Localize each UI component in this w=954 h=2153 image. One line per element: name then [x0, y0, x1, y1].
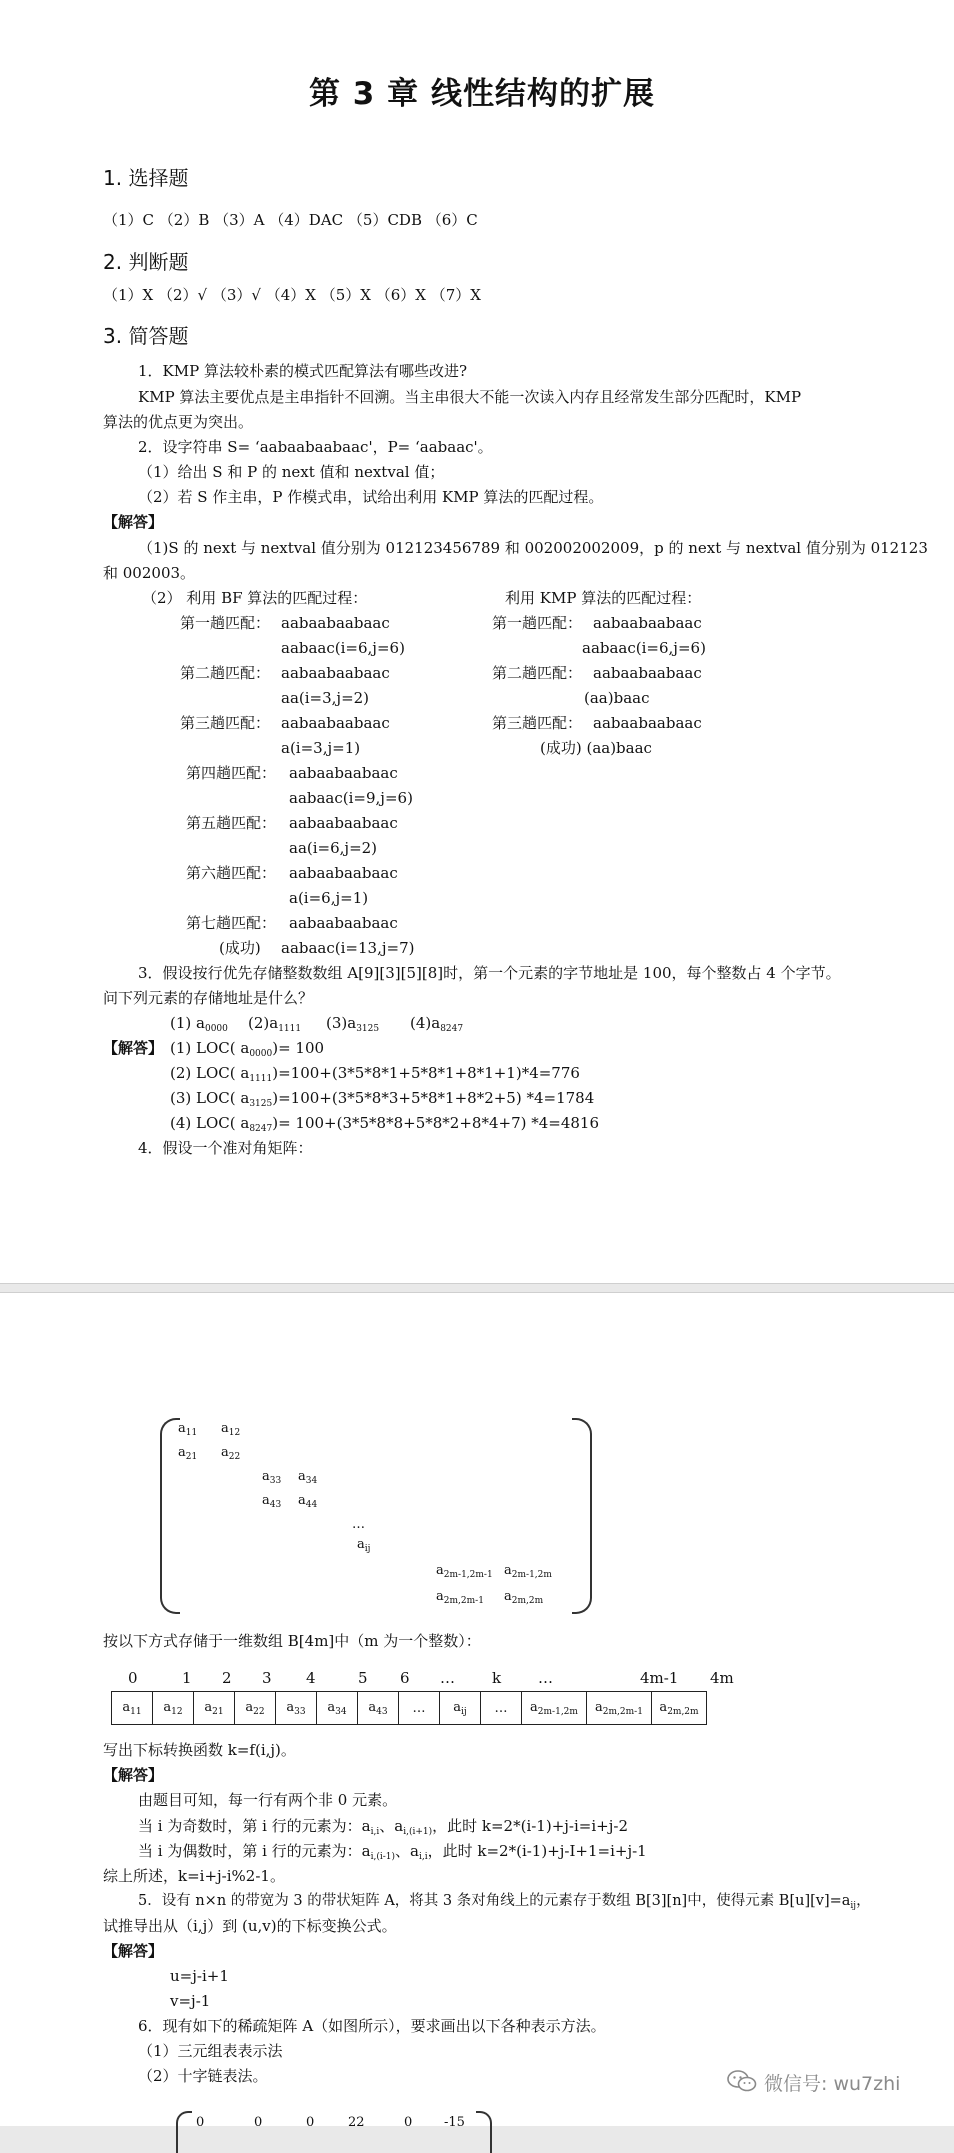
- bf-pass-2-main: aabaabaabaac: [281, 664, 390, 682]
- bf-pass-2-label: 第二趟匹配：: [180, 664, 271, 682]
- sparse-matrix-cell: 0: [404, 2115, 413, 2130]
- matrix-entry: $a_{ij}$: [357, 1537, 371, 1554]
- wechat-watermark: 微信号: wu7zhi: [764, 2073, 901, 2095]
- q6-question: 6．现有如下的稀疏矩阵 A（如图所示），要求画出以下各种表示方法。: [138, 2017, 606, 2035]
- q1-question: 1．KMP 算法较朴素的模式匹配算法有哪些改进?: [138, 362, 468, 380]
- bf-pass-5-main: aabaabaabaac: [289, 814, 398, 832]
- q2-answer-label: 【解答】: [103, 513, 164, 531]
- bf-pass-7-main: aabaabaabaac: [289, 914, 398, 932]
- choice-answers: （1）C （2）B （3）A （4）DAC （5）CDB （6）C: [103, 211, 478, 229]
- q3-answer-label: 【解答】: [103, 1039, 164, 1057]
- array-index: …: [440, 1669, 455, 1687]
- kmp-title: 利用 KMP 算法的匹配过程：: [505, 589, 702, 607]
- kmp-pass-3-main: aabaabaabaac: [593, 714, 702, 732]
- q3-question-line2: 问下列元素的存储地址是什么？: [103, 989, 314, 1007]
- bf-pass-3-main: aabaabaabaac: [281, 714, 390, 732]
- q1-answer-line1: KMP 算法主要优点是主串指针不回溯。当主串很大不能一次读入内存且经常发生部分匹配时，KMP: [138, 388, 802, 406]
- q3-answer-1: (1) LOC( $a_{0000})= 100$: [170, 1039, 325, 1059]
- sparse-matrix-left-bracket: [176, 2111, 192, 2153]
- bf-pass-4-pattern: aabaac(i=9,j=6): [289, 789, 413, 807]
- array-cell: …: [399, 1692, 440, 1725]
- bf-pass-7-pattern: aabaac(i=13,j=7): [281, 939, 415, 957]
- array-cell: $a_{43}$: [358, 1692, 399, 1725]
- kmp-pass-3-pattern: (成功) (aa)baac: [540, 739, 652, 757]
- sparse-matrix-cell: 0: [196, 2115, 205, 2130]
- array-cell: $a_{12}$: [153, 1692, 194, 1725]
- q4-answer-1: 由题目可知，每一行有两个非 0 元素。: [138, 1791, 398, 1809]
- array-index: k: [492, 1669, 502, 1687]
- bf-pass-5-pattern: aa(i=6,j=2): [289, 839, 378, 857]
- q4-answer-4: 综上所述，k=i+j-i%2-1。: [103, 1867, 285, 1885]
- sparse-matrix-right-bracket: [476, 2111, 492, 2153]
- q4-store-text: 按以下方式存储于一维数组 B[4m]中（m 为一个整数）：: [103, 1632, 481, 1650]
- sparse-matrix-cell: 0: [254, 2115, 263, 2130]
- sparse-matrix-cell: -15: [444, 2115, 465, 2130]
- q3-answer-2: (2) LOC( $a_{1111})=100+(3*5*8*1+5*8*1+8*1+1)*4=776$: [170, 1064, 580, 1084]
- document-page-2: [0, 1292, 954, 2130]
- array-index: 6: [400, 1669, 410, 1687]
- bf-pass-2-pattern: aa(i=3,j=2): [281, 689, 370, 707]
- bf-pass-1-pattern: aabaac(i=6,j=6): [281, 639, 405, 657]
- q4-question: 4．假设一个准对角矩阵：: [138, 1139, 313, 1157]
- q3-question-line1: 3．假设按行优先存储整数数组 A[9][3][5][8]时，第一个元素的字节地址是 100，每个整数占 4 个字节。: [138, 964, 841, 982]
- q3-item-1: (1) $a_{0000}$: [170, 1014, 228, 1034]
- bf-pass-1-main: aabaabaabaac: [281, 614, 390, 632]
- q6-sub1: （1）三元组表表示法: [138, 2042, 283, 2060]
- q3-answer-4: (4) LOC( $a_{8247})= 100+(3*5*8*8+5*8*2+8*4+7)$ *4=4816: [170, 1114, 600, 1134]
- kmp-pass-3-label: 第三趟匹配：: [492, 714, 583, 732]
- judge-answers: （1）X （2）√ （3）√ （4）X （5）X （6）X （7）X: [103, 286, 481, 304]
- bf-title: （2） 利用 BF 算法的匹配过程：: [142, 589, 368, 607]
- q4-answer-3: 当 i 为偶数时，第 i 行的元素为：$a_{i,(i-1)}$、$a_{i,i}$，此时 k=2*(i-1)+j-I+1=i+j-1: [138, 1842, 647, 1862]
- q6-sub2: （2）十字链表法。: [138, 2067, 268, 2085]
- bf-pass-6-label: 第六趟匹配：: [186, 864, 277, 882]
- array-cell: $a_{2m,2m}$: [652, 1692, 707, 1725]
- section-heading-choice: 1. 选择题: [103, 166, 189, 190]
- matrix-entry: $a_{11}$: [178, 1421, 198, 1438]
- array-cell: …: [481, 1692, 522, 1725]
- kmp-pass-1-main: aabaabaabaac: [593, 614, 702, 632]
- q3-item-3: $(3)a_{3125}$: [326, 1014, 380, 1034]
- sparse-matrix-cell: 0: [306, 2115, 315, 2130]
- array-index: 0: [128, 1669, 138, 1687]
- kmp-pass-2-main: aabaabaabaac: [593, 664, 702, 682]
- array-index: 2: [222, 1669, 232, 1687]
- bf-pass-7-label: 第七趟匹配：: [186, 914, 277, 932]
- array-cell: $a_{ij}$: [440, 1692, 481, 1725]
- kmp-pass-1-label: 第一趟匹配：: [492, 614, 583, 632]
- array-cell: $a_{2m,2m-1}$: [587, 1692, 652, 1725]
- q5-question-line2: 试推导出从（i,j）到 (u,v)的下标变换公式。: [103, 1917, 397, 1935]
- q3-item-2: $(2)a_{1111}$: [248, 1014, 302, 1034]
- array-index: 1: [182, 1669, 192, 1687]
- q2-sub2: （2）若 S 作主串，P 作模式串，试给出利用 KMP 算法的匹配过程。: [138, 488, 604, 506]
- q2-question: 2．设字符串 S= ‘aabaabaabaac'，P= ‘aabaac'。: [138, 438, 493, 456]
- q5-question-line1: 5．设有 n×n 的带宽为 3 的带状矩阵 A，将其 3 条对角线上的元素存于数组 B[3][n]中，使得元素 $B[u][v]=a_{ij}$，: [138, 1893, 871, 1911]
- page-title: 第 3 章 线性结构的扩展: [309, 76, 655, 112]
- q5-formula-v: v=j-1: [170, 1992, 211, 2010]
- q3-answer-3: (3) LOC( $a_{3125})=100+(3*5*8*3+5*8*1+8*2+5)$ *4=1784: [170, 1089, 595, 1109]
- wechat-icon: [727, 2070, 757, 2092]
- matrix-entry: $a_{43}$: [262, 1493, 282, 1510]
- section-heading-short: 3. 简答题: [103, 324, 189, 348]
- matrix-entry: $a_{21}$: [178, 1445, 198, 1462]
- bf-success: (成功): [219, 939, 261, 957]
- matrix-entry: $a_{22}$: [221, 1445, 241, 1462]
- kmp-pass-1-pattern: aabaac(i=6,j=6): [582, 639, 706, 657]
- q2-answer1-line2: 和 002003。: [103, 564, 196, 582]
- array-index: 4m: [710, 1669, 734, 1687]
- array-cell: $a_{11}$: [112, 1692, 153, 1725]
- q2-sub1: （1）给出 S 和 P 的 next 值和 nextval 值；: [138, 463, 445, 481]
- q2-answer1-line1: （1)S 的 next 与 nextval 值分别为 012123456789 和 002002002009，p 的 next 与 nextval 值分别为 012123: [138, 539, 928, 557]
- section-heading-judge: 2. 判断题: [103, 250, 189, 274]
- sparse-matrix-cell: 22: [348, 2115, 365, 2130]
- array-index: …: [538, 1669, 553, 1687]
- matrix-entry: $a_{2m,2m-1}$: [436, 1589, 484, 1606]
- matrix-ellipsis: …: [352, 1517, 365, 1532]
- array-index: 4: [306, 1669, 316, 1687]
- array-index: 5: [358, 1669, 368, 1687]
- matrix-entry: $a_{34}$: [298, 1469, 318, 1486]
- kmp-pass-2-pattern: (aa)baac: [584, 689, 650, 707]
- matrix-right-bracket: [572, 1418, 592, 1614]
- bf-pass-1-label: 第一趟匹配：: [180, 614, 271, 632]
- q4-ask: 写出下标转换函数 k=f(i,j)。: [103, 1741, 296, 1759]
- q4-answer-2: 当 i 为奇数时，第 i 行的元素为：$a_{i,i}$、$a_{i,(i+1)}$，此时 k=2*(i-1)+j-i=i+j-2: [138, 1817, 628, 1837]
- matrix-entry: $a_{2m-1,2m}$: [504, 1563, 552, 1580]
- bf-pass-6-main: aabaabaabaac: [289, 864, 398, 882]
- bf-pass-4-label: 第四趟匹配：: [186, 764, 277, 782]
- kmp-pass-2-label: 第二趟匹配：: [492, 664, 583, 682]
- array-cell: $a_{2m-1,2m}$: [522, 1692, 587, 1725]
- array-cell: $a_{22}$: [235, 1692, 276, 1725]
- array-cell: $a_{33}$: [276, 1692, 317, 1725]
- q5-answer-label: 【解答】: [103, 1942, 164, 1960]
- matrix-entry: $a_{12}$: [221, 1421, 241, 1438]
- array-index: 4m-1: [640, 1669, 679, 1687]
- bf-pass-4-main: aabaabaabaac: [289, 764, 398, 782]
- q5-formula-u: u=j-i+1: [170, 1967, 229, 1985]
- bf-pass-3-label: 第三趟匹配：: [180, 714, 271, 732]
- q4-answer-label: 【解答】: [103, 1766, 164, 1784]
- bf-pass-5-label: 第五趟匹配：: [186, 814, 277, 832]
- matrix-entry: $a_{2m-1,2m-1}$: [436, 1563, 493, 1580]
- array-cell: $a_{21}$: [194, 1692, 235, 1725]
- storage-array: [111, 1691, 707, 1725]
- q1-answer-line2: 算法的优点更为突出。: [103, 413, 254, 431]
- bf-pass-3-pattern: a(i=3,j=1): [281, 739, 361, 757]
- matrix-entry: $a_{33}$: [262, 1469, 282, 1486]
- matrix-left-bracket: [160, 1418, 180, 1614]
- bf-pass-6-pattern: a(i=6,j=1): [289, 889, 369, 907]
- array-cell: $a_{34}$: [317, 1692, 358, 1725]
- q3-item-4: $(4)a_{8247}$: [410, 1014, 464, 1034]
- matrix-entry: $a_{2m,2m}$: [504, 1589, 544, 1606]
- array-index: 3: [262, 1669, 272, 1687]
- matrix-entry: $a_{44}$: [298, 1493, 318, 1510]
